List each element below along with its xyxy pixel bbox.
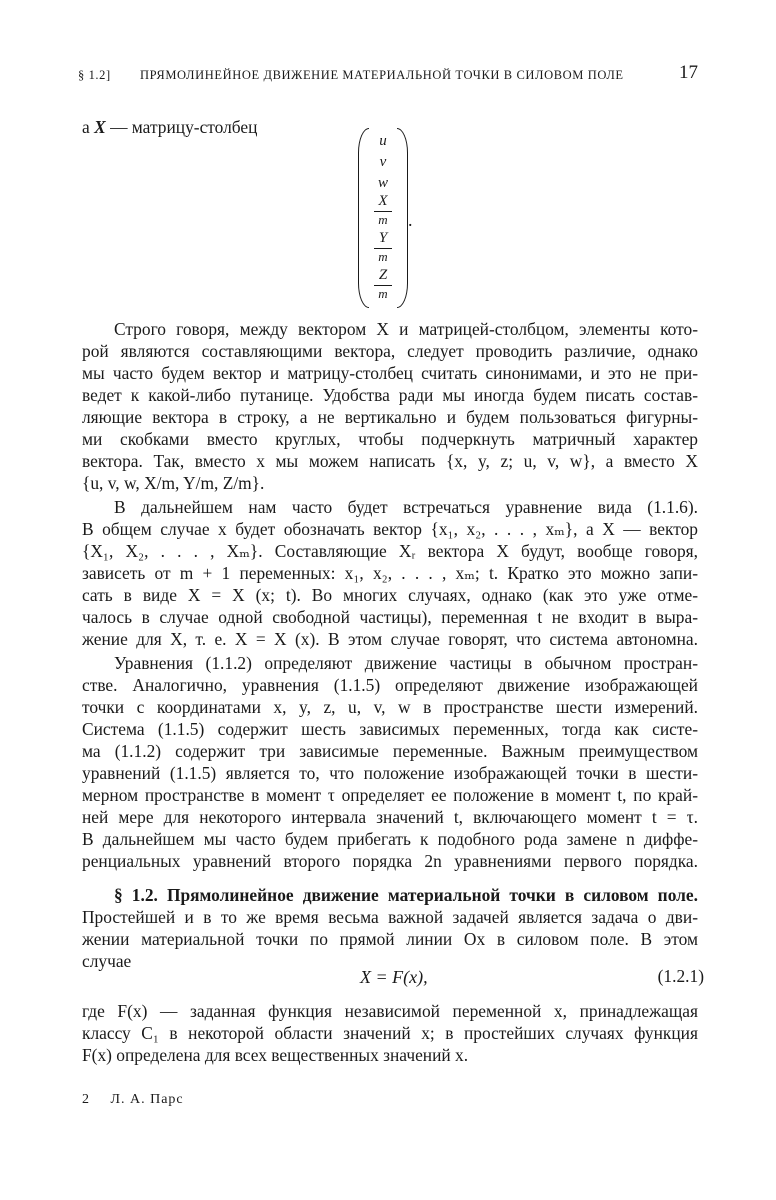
text-line: классу C₁ в некоторой области значений x; в простейших случаях функция	[82, 1023, 698, 1043]
text-line: В дальнейшем мы часто будем прибегать к подобного рода замене n диффе-	[82, 829, 698, 849]
text-line: Уравнения (1.1.2) определяют движение частицы в обычном простран-	[114, 653, 698, 673]
header-title: ПРЯМОЛИНЕЙНОЕ ДВИЖЕНИЕ МАТЕРИАЛЬНОЙ ТОЧКИ В СИЛОВОМ ПОЛЕ	[140, 68, 624, 82]
running-header	[78, 62, 698, 86]
text-line: вектора. Так, вместо x мы можем написать {x, y, z; u, v, w}, а вместо X	[82, 451, 698, 471]
page-number: 17	[679, 62, 698, 83]
text-line: Простейшей и в то же время весьма важной задачей является задача о дви-	[82, 907, 698, 927]
matrix-frac-den: m	[378, 249, 388, 264]
matrix-frac-num: X	[378, 193, 388, 209]
text-line: ней мере для некоторого интервала значений t, включающего момент t = τ.	[82, 807, 698, 827]
text-line: Строго говоря, между вектором X и матрицей-столбцом, элементы кото-	[114, 319, 698, 339]
text-line: В дальнейшем нам часто будет встречаться уравнение вида (1.1.6).	[114, 497, 698, 517]
matrix-entry: u	[379, 133, 387, 149]
text-line: ми скобками вместо круглых, чтобы подчеркнуть матричный характер	[82, 429, 698, 449]
matrix-frac-num: Y	[378, 230, 388, 246]
author-mark: Л. А. Парс	[110, 1092, 184, 1107]
text-line: стве. Аналогично, уравнения (1.1.5) определяют движение изображающей	[82, 675, 698, 695]
text-line: ляющие вектора в строку, а не вертикально и будем пользоваться фигурны-	[82, 407, 698, 427]
matrix-entry: w	[377, 175, 388, 191]
text-line: рой являются составляющими вектора, следует проводить различие, однако	[82, 341, 698, 361]
text-line: уравнений (1.1.5) является то, что положение изображающей точки в шести-	[82, 763, 698, 783]
intro-line: а X — матрицу-столбец	[82, 117, 258, 137]
equation-1-2-1: X = F(x),	[360, 967, 428, 987]
text-line: В общем случае x будет обозначать вектор {x₁, x₂, . . . , xₘ}, а X — вектор	[82, 519, 698, 539]
text-line: F(x) определена для всех вещественных значений x.	[82, 1045, 469, 1065]
section-heading: § 1.2. Прямолинейное движение материальной точки в силовом поле.	[114, 885, 698, 905]
text-line: жении материальной точки по прямой линии Ox в силовом поле. В этом	[82, 929, 698, 949]
text-line: где F(x) — заданная функция независимой переменной x, принадлежащая	[82, 1001, 698, 1021]
matrix-entry: v	[379, 154, 387, 170]
text-line: мерном пространстве в момент τ определяет ее положение в момент t, по край-	[82, 785, 698, 805]
text-line: {X₁, X₂, . . . , Xₘ}. Составляющие Xᵣ вектора X будут, вообще говоря,	[82, 541, 698, 561]
text-line: {u, v, w, X/m, Y/m, Z/m}.	[82, 473, 265, 493]
text-line: ренциальных уравнений второго порядка 2n уравнениями первого порядка.	[82, 851, 698, 871]
text-line: ведет к какой-либо путанице. Удобства ради мы иногда будем писать состав-	[82, 385, 698, 405]
header-section: § 1.2]	[78, 68, 111, 82]
column-matrix	[358, 128, 408, 306]
matrix-period: .	[408, 210, 413, 230]
text-line: случае	[82, 951, 132, 971]
page-footer	[82, 1092, 184, 1108]
text-line: чалось в случае одной свободной частицы), переменная t не входит в выра-	[82, 607, 698, 627]
left-paren	[358, 128, 369, 308]
text-line: сать в виде X = X (x; t). Во многих случаях, однако (как это уже отме-	[82, 585, 698, 605]
matrix-frac-num: Z	[378, 267, 388, 283]
text-line: зависеть от m + 1 переменных: x₁, x₂, . . . , xₘ; t. Кратко это можно запи-	[82, 563, 698, 583]
matrix-frac-den: m	[378, 212, 388, 227]
text-line: ма (1.1.2) содержит три зависимые переменные. Важным преимуществом	[82, 741, 698, 761]
matrix-frac-den: m	[378, 286, 388, 301]
text-line: жение для X, т. е. X = X (x). В этом случае говорят, что система автономна.	[82, 629, 698, 649]
text-line: Система (1.1.5) содержит шесть зависимых переменных, тогда как систе-	[82, 719, 698, 739]
signature-number: 2	[82, 1092, 90, 1107]
equation-number: (1.2.1)	[657, 966, 704, 986]
text-line: точки с координатами x, y, z, u, v, w в пространстве шести измерений.	[82, 697, 698, 717]
text-line: мы часто будем вектор и матрицу-столбец считать синонимами, и это не при-	[82, 363, 698, 383]
right-paren	[397, 128, 408, 308]
